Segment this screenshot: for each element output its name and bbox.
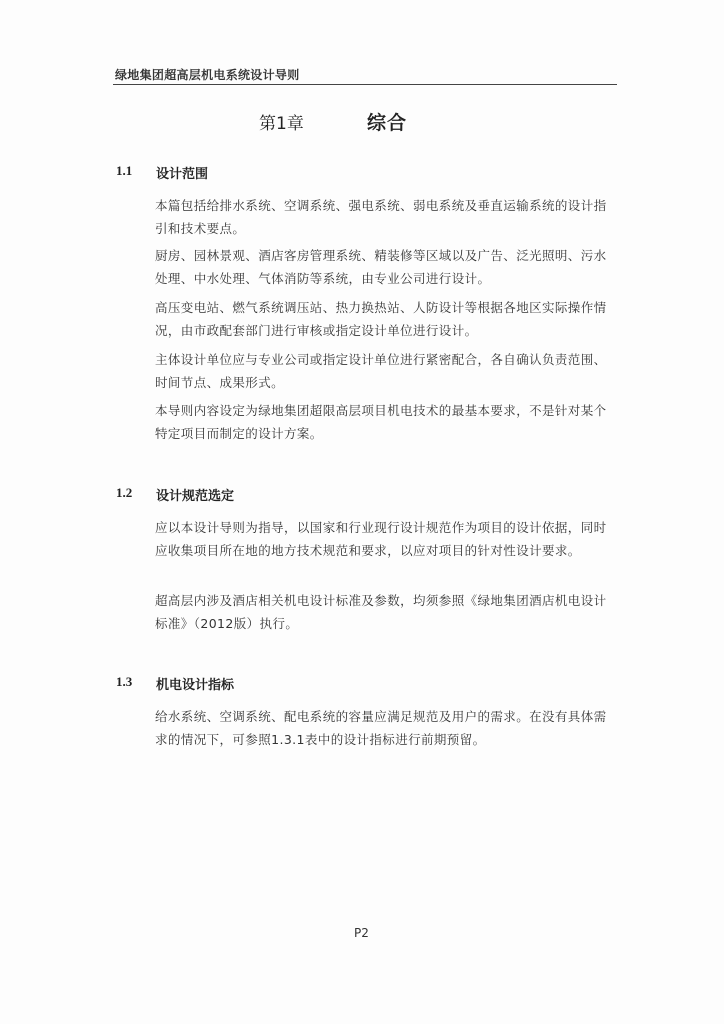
section-number: 1.3 [116,674,133,689]
paragraph: 高压变电站、燃气系统调压站、热力换热站、人防设计等根据各地区实际操作情况，由市政配套部门进行审核或指定设计单位进行设计。 [155,300,607,338]
paragraph: 应以本设计导则为指导，以国家和行业现行设计规范作为项目的设计依据，同时应收集项目所在地的地方技术规范和要求，以应对项目的针对性设计要求。 [155,520,607,558]
section-title: 机电设计指标 [156,678,235,693]
header-divider [113,84,617,85]
section-title: 设计范围 [156,167,209,182]
section-number: 1.2 [116,485,133,500]
paragraph: 给水系统、空调系统、配电系统的容量应满足规范及用户的需求。在没有具体需求的情况下，可参照1.3.1表中的设计指标进行前期预留。 [155,709,607,747]
paragraph: 厨房、园林景观、酒店客房管理系统、精装修等区域以及广告、泛光照明、污水处理、中水处理、气体消防等系统，由专业公司进行设计。 [155,248,607,286]
page-number: P2 [354,926,369,940]
chapter-title: 综合 [367,112,408,134]
paragraph: 本导则内容设定为绿地集团超限高层项目机电技术的最基本要求，不是针对某个特定项目而制定的设计方案。 [155,403,607,441]
paragraph: 主体设计单位应与专业公司或指定设计单位进行紧密配合，各自确认负责范围、时间节点、成果形式。 [155,352,607,390]
paragraph: 超高层内涉及酒店相关机电设计标准及参数，均须参照《绿地集团酒店机电设计标准》（2012版）执行。 [155,593,607,631]
running-header: 绿地集团超高层机电系统设计导则 [115,68,300,82]
paragraph: 本篇包括给排水系统、空调系统、强电系统、弱电系统及垂直运输系统的设计指引和技术要点。 [155,198,607,236]
chapter-number: 第1章 [259,114,304,134]
section-number: 1.1 [116,163,133,178]
section-title: 设计规范选定 [156,489,235,504]
